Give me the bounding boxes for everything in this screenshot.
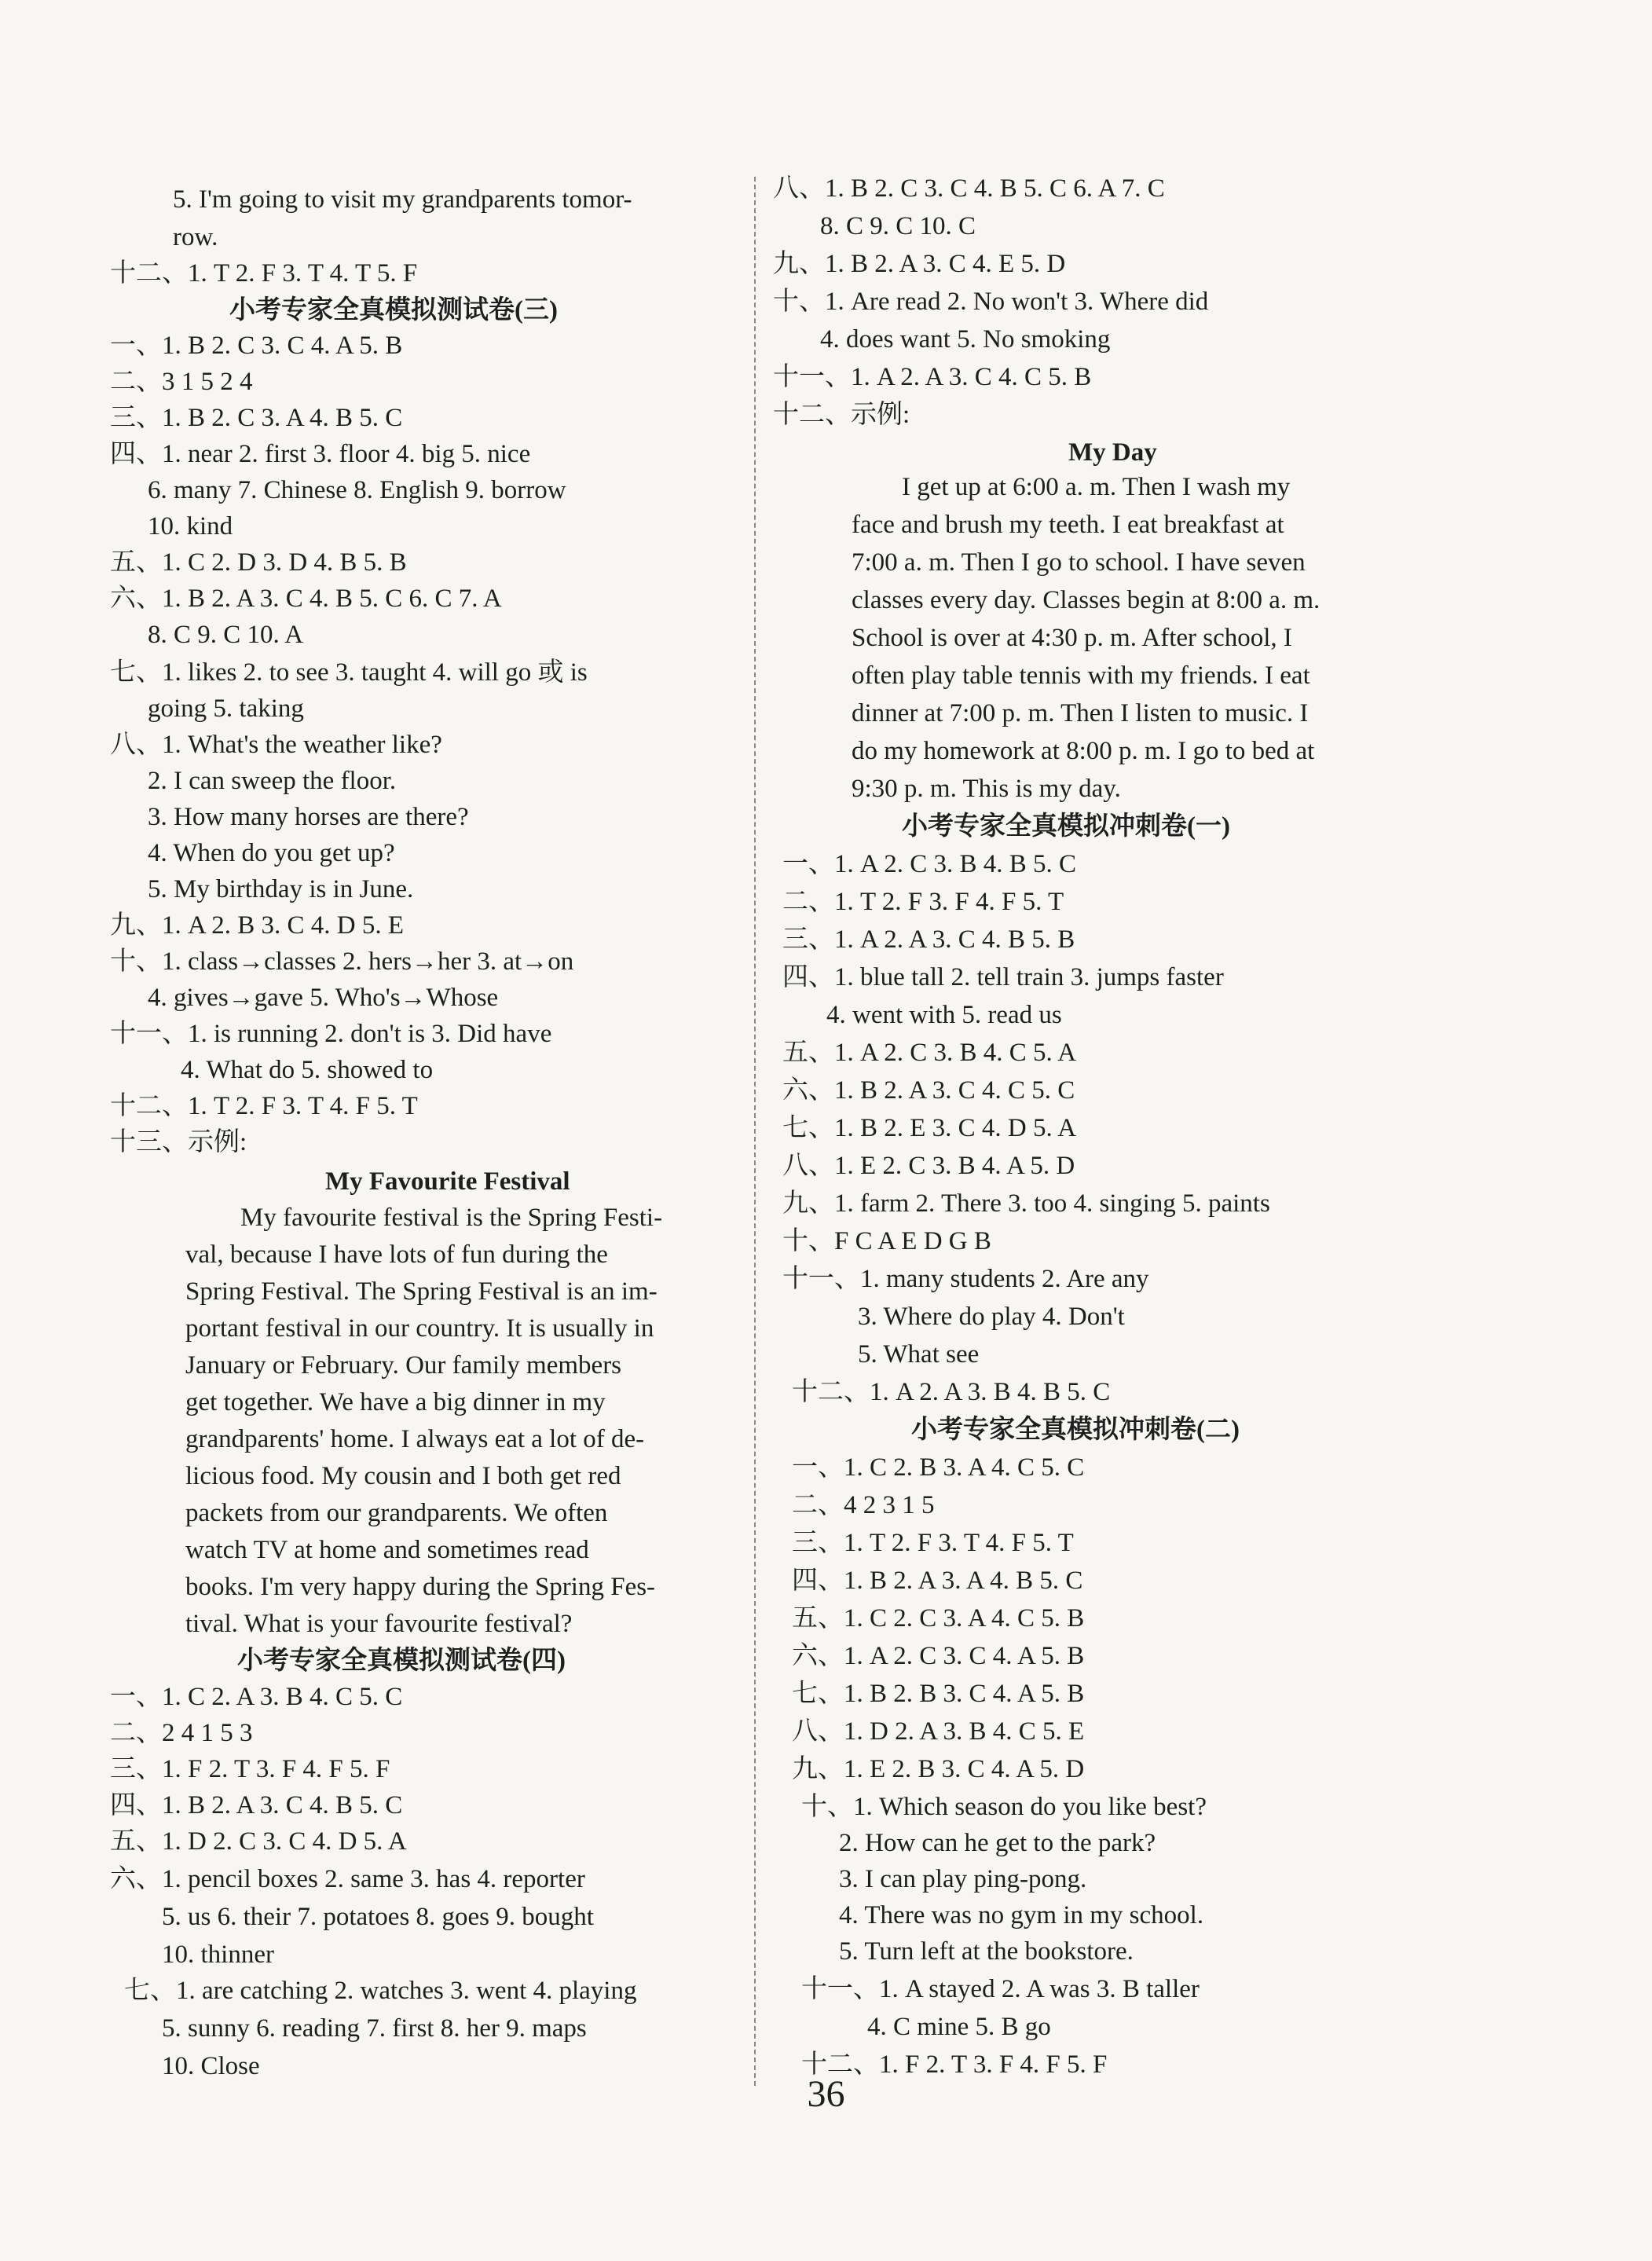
answer-line: 五、1. C 2. D 3. D 4. B 5. B	[110, 548, 407, 577]
answer-line: 4. went with 5. read us	[826, 1001, 1062, 1029]
answer-line: 5. I'm going to visit my grandparents tomor-	[173, 185, 632, 214]
answer-line: often play table tennis with my friends. I eat	[852, 661, 1310, 690]
answer-line: 3. Where do play 4. Don't	[858, 1303, 1125, 1331]
section-title: 小考专家全真模拟测试卷(四)	[237, 1647, 566, 1675]
answer-line: packets from our grandparents. We often	[185, 1499, 608, 1527]
answer-line: 5. Turn left at the bookstore.	[839, 1937, 1134, 1966]
answer-line: 十、1. Which season do you like best?	[801, 1793, 1207, 1821]
answer-line: 十一、1. A 2. A 3. C 4. C 5. B	[773, 363, 1092, 391]
answer-line: 5. sunny 6. reading 7. first 8. her 9. maps	[162, 2014, 587, 2043]
answer-line: 4. C mine 5. B go	[867, 2013, 1051, 2041]
answer-line: 10. Close	[162, 2052, 260, 2080]
answer-line: portant festival in our country. It is usually in	[185, 1314, 654, 1343]
answer-line: 三、1. A 2. A 3. C 4. B 5. B	[782, 925, 1075, 954]
answer-line: 一、1. C 2. B 3. A 4. C 5. C	[792, 1453, 1085, 1482]
answer-line: 四、1. B 2. A 3. A 4. B 5. C	[792, 1567, 1083, 1595]
answer-line: 九、1. E 2. B 3. C 4. A 5. D	[792, 1755, 1085, 1783]
column-divider	[754, 177, 756, 2086]
answer-line: 五、1. C 2. C 3. A 4. C 5. B	[792, 1604, 1085, 1633]
answer-line: 六、1. A 2. C 3. C 4. A 5. B	[792, 1642, 1085, 1670]
answer-line: 5. us 6. their 7. potatoes 8. goes 9. bought	[162, 1903, 594, 1931]
answer-line: tival. What is your favourite festival?	[185, 1610, 573, 1638]
answer-line: 十一、1. A stayed 2. A was 3. B taller	[801, 1975, 1200, 2003]
answer-line: 10. thinner	[162, 1940, 274, 1969]
answer-line: 十、1. class→classes 2. hers→her 3. at→on	[110, 947, 574, 976]
answer-line: 8. C 9. C 10. A	[148, 621, 304, 649]
answer-line: 4. What do 5. showed to	[181, 1056, 434, 1084]
answer-line: 六、1. B 2. A 3. C 4. C 5. C	[782, 1076, 1075, 1105]
answer-line: 七、1. B 2. E 3. C 4. D 5. A	[782, 1114, 1077, 1142]
answer-line: 五、1. A 2. C 3. B 4. C 5. A	[782, 1039, 1077, 1067]
answer-line: 四、1. blue tall 2. tell train 3. jumps faster	[782, 963, 1224, 991]
answer-line: grandparents' home. I always eat a lot of de-	[185, 1425, 645, 1453]
section-title: My Day	[1068, 438, 1157, 467]
answer-line: 一、1. C 2. A 3. B 4. C 5. C	[110, 1683, 403, 1711]
answer-line: classes every day. Classes begin at 8:00 a. m.	[852, 586, 1321, 614]
answer-line: 2. I can sweep the floor.	[148, 767, 397, 795]
answer-line: 5. What see	[858, 1340, 980, 1369]
answer-line: 4. When do you get up?	[148, 839, 395, 867]
answer-line: 十、1. Are read 2. No won't 3. Where did	[773, 288, 1209, 316]
answer-line: 三、1. F 2. T 3. F 4. F 5. F	[110, 1755, 390, 1783]
answer-line: 二、2 4 1 5 3	[110, 1719, 253, 1747]
answer-line: I get up at 6:00 a. m. Then I wash my	[902, 473, 1291, 501]
answer-line: 八、1. E 2. C 3. B 4. A 5. D	[782, 1152, 1075, 1180]
answer-line: 十、F C A E D G B	[782, 1227, 991, 1255]
answer-line: 十二、1. T 2. F 3. T 4. T 5. F	[110, 259, 418, 288]
answer-line: 七、1. likes 2. to see 3. taught 4. will go 或 is	[110, 658, 588, 687]
answer-line: 十一、1. many students 2. Are any	[782, 1265, 1149, 1293]
answer-line: going 5. taking	[148, 694, 304, 723]
page-number: 36	[807, 2073, 845, 2115]
answer-line: 七、1. B 2. B 3. C 4. A 5. B	[792, 1680, 1085, 1708]
answer-line: 九、1. farm 2. There 3. too 4. singing 5. paints	[782, 1189, 1270, 1218]
answer-line: 八、1. B 2. C 3. C 4. B 5. C 6. A 7. C	[773, 174, 1165, 203]
answer-line: 十三、示例:	[110, 1128, 247, 1156]
answer-line: 九、1. A 2. B 3. C 4. D 5. E	[110, 911, 405, 940]
answer-line: 10. kind	[148, 512, 233, 541]
answer-line: 5. My birthday is in June.	[148, 875, 414, 903]
answer-line: 十一、1. is running 2. don't is 3. Did have	[110, 1020, 552, 1048]
answer-line: licious food. My cousin and I both get red	[185, 1462, 621, 1490]
answer-line: 十二、1. T 2. F 3. T 4. F 5. T	[110, 1092, 418, 1120]
answer-line: 四、1. B 2. A 3. C 4. B 5. C	[110, 1791, 403, 1819]
answer-line: 十二、1. F 2. T 3. F 4. F 5. F	[801, 2050, 1108, 2079]
answer-line: books. I'm very happy during the Spring Fes-	[185, 1573, 656, 1601]
answer-line: 3. I can play ping-pong.	[839, 1865, 1087, 1893]
answer-line: 7:00 a. m. Then I go to school. I have seven	[852, 548, 1306, 577]
answer-line: 五、1. D 2. C 3. C 4. D 5. A	[110, 1827, 407, 1856]
section-title: 小考专家全真模拟冲刺卷(二)	[911, 1416, 1240, 1444]
answer-line: 4. gives→gave 5. Who's→Whose	[148, 984, 499, 1012]
answer-line: get together. We have a big dinner in my	[185, 1388, 606, 1416]
answer-line: 六、1. pencil boxes 2. same 3. has 4. reporter	[110, 1865, 585, 1893]
answer-line: face and brush my teeth. I eat breakfast at	[852, 511, 1284, 539]
answer-line: 二、3 1 5 2 4	[110, 368, 253, 396]
answer-line: 6. many 7. Chinese 8. English 9. borrow	[148, 476, 566, 504]
section-title: 小考专家全真模拟冲刺卷(一)	[902, 812, 1230, 841]
answer-line: 十二、1. A 2. A 3. B 4. B 5. C	[792, 1378, 1111, 1406]
answer-line: 三、1. T 2. F 3. T 4. F 5. T	[792, 1529, 1074, 1557]
answer-line: 四、1. near 2. first 3. floor 4. big 5. nice	[110, 440, 531, 468]
answer-line: 4. does want 5. No smoking	[820, 325, 1111, 354]
answer-line: val, because I have lots of fun during the	[185, 1240, 608, 1269]
answer-line: 九、1. B 2. A 3. C 4. E 5. D	[773, 250, 1066, 278]
answer-line: School is over at 4:30 p. m. After school, I	[852, 624, 1292, 652]
answer-line: row.	[173, 223, 218, 251]
answer-line: 3. How many horses are there?	[148, 803, 469, 831]
answer-line: 六、1. B 2. A 3. C 4. B 5. C 6. C 7. A	[110, 584, 502, 613]
answer-line: January or February. Our family members	[185, 1351, 622, 1380]
answer-line: My favourite festival is the Spring Festi-	[240, 1204, 663, 1232]
answer-line: 8. C 9. C 10. C	[820, 212, 976, 240]
answer-line: 十二、示例:	[773, 401, 910, 429]
answer-line: 八、1. D 2. A 3. B 4. C 5. E	[792, 1717, 1085, 1746]
section-title: My Favourite Festival	[325, 1167, 570, 1196]
answer-line: 八、1. What's the weather like?	[110, 731, 442, 759]
answer-line: Spring Festival. The Spring Festival is an im-	[185, 1277, 658, 1306]
answer-line: do my homework at 8:00 p. m. I go to bed at	[852, 737, 1315, 765]
answer-line: 一、1. A 2. C 3. B 4. B 5. C	[782, 850, 1077, 878]
answer-line: 4. There was no gym in my school.	[839, 1901, 1204, 1929]
answer-line: 2. How can he get to the park?	[839, 1829, 1156, 1857]
answer-line: 二、4 2 3 1 5	[792, 1491, 935, 1519]
answer-line: 9:30 p. m. This is my day.	[852, 775, 1121, 803]
section-title: 小考专家全真模拟测试卷(三)	[229, 296, 558, 324]
answer-line: dinner at 7:00 p. m. Then I listen to music. I	[852, 699, 1309, 727]
answer-line: 七、1. are catching 2. watches 3. went 4. playing	[124, 1977, 637, 2005]
answer-line: 二、1. T 2. F 3. F 4. F 5. T	[782, 888, 1064, 916]
answer-line: watch TV at home and sometimes read	[185, 1536, 589, 1564]
answer-line: 三、1. B 2. C 3. A 4. B 5. C	[110, 404, 403, 432]
answer-line: 一、1. B 2. C 3. C 4. A 5. B	[110, 332, 403, 360]
